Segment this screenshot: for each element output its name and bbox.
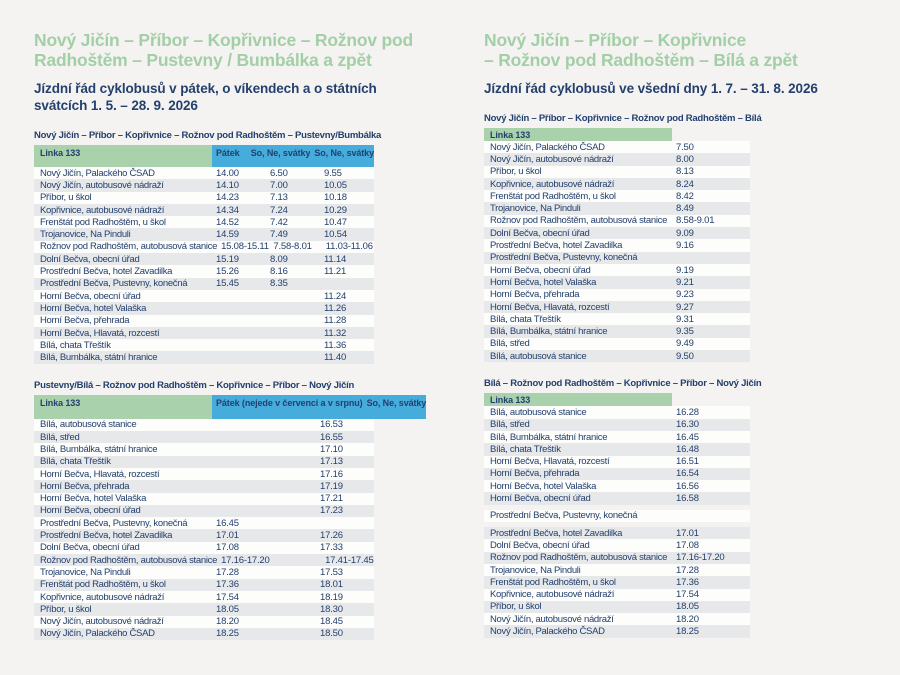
departure-time: 16.45 [676,431,699,443]
departure-time: 17.13 [320,456,343,468]
timetable-return-weekday [484,393,750,637]
timetable-row [34,278,374,290]
departure-time: 9.19 [676,264,694,276]
timetable-outbound-weekend [34,145,374,364]
departure-time: 9.21 [676,276,694,288]
departure-time: 14.10 [216,179,239,191]
stop-name: Trojanovice, Na Pinduli [40,566,131,578]
departure-time: 18.05 [676,601,699,613]
stop-name: Prostřední Bečva, Pustevny, konečná [490,510,638,522]
timetable-row [34,468,374,480]
stop-name: Nový Jičín, Palackého ČSAD [490,626,605,638]
departure-time: 7.00 [270,179,288,191]
timetable-row [484,510,750,522]
stop-name: Rožnov pod Radhoštěm, autobusová stanice [40,241,218,253]
departure-time: 8.24 [676,178,694,190]
timetable-row [34,290,374,302]
departure-time: 11.14 [324,253,347,265]
departure-time: 14.00 [216,167,239,179]
departure-time: 11.03-11.06 [325,241,373,253]
stop-name: Bílá, autobusová stanice [40,419,137,431]
departure-time: 9.27 [676,301,694,313]
departure-time: 14.34 [216,204,239,216]
stop-name: Dolní Bečva, obecní úřad [40,253,140,265]
stop-name: Nový Jičín, Palackého ČSAD [40,167,155,179]
timetable-row [484,153,750,165]
stop-name: Kopřivnice, autobusové nádraží [40,204,165,216]
stop-name: Trojanovice, Na Pinduli [40,229,131,241]
stop-name: Bílá, střed [490,338,530,350]
timetable-row [484,625,750,637]
departure-time: 11.21 [324,266,347,278]
stop-name: Dolní Bečva, obecní úřad [490,227,590,239]
stop-name: Nový Jičín, autobusové nádraží [40,179,164,191]
stop-name: Horní Bečva, přehrada [40,480,130,492]
stop-name: Bílá, chata Třeštík [40,456,111,468]
timetable-row [484,564,750,576]
departure-time: 18.01 [320,579,343,591]
day-type-header: So, Ne, svátky [310,145,374,167]
table-header-row [34,145,374,167]
stop-name: Horní Bečva, obecní úřad [490,493,591,505]
departure-time: 9.49 [676,338,694,350]
departure-time: 18.25 [216,628,239,640]
stop-name: Bílá, chata Třeštík [490,443,561,455]
table-caption: Nový Jičín – Příbor – Kopřivnice – Rožnov pod Radhoštěm – Bílá [484,113,762,124]
timetable-row [484,313,750,325]
departure-time: 18.05 [216,603,239,615]
timetable-row [484,431,750,443]
departure-time: 7.42 [270,216,288,228]
departure-time: 16.28 [676,406,699,418]
schedule-subtitle-right [484,80,880,97]
departure-time: 17.41-17.45 [325,554,374,566]
line-number-header: Linka 133 [484,128,672,141]
departure-time: 17.16 [320,468,343,480]
departure-time: 17.16-17.20 [676,552,725,564]
timetable-row [484,190,750,202]
timetable-row [34,431,374,443]
timetable-row [34,216,374,228]
departure-time: 17.10 [320,443,343,455]
timetable-row [484,276,750,288]
table-caption: Bílá – Rožnov pod Radhoštěm – Kopřivnice – Příbor – Nový Jičín [484,378,762,390]
day-type-header: Pátek (nejede v červenci a v srpnu) [212,395,363,419]
departure-time: 16.48 [676,443,699,455]
departure-time: 17.28 [216,566,239,578]
stop-name: Příbor, u škol [490,601,542,613]
departure-time: 8.35 [270,278,288,290]
timetable-row [34,167,374,179]
stop-name: Prostřední Bečva, Pustevny, konečná [40,517,188,529]
stop-name: Příbor, u škol [490,166,542,178]
stop-name: Trojanovice, Na Pinduli [490,564,581,576]
departure-time: 8.42 [676,190,694,202]
departure-time: 18.50 [320,628,343,640]
departure-time: 17.16-17.20 [221,554,270,566]
departure-time: 11.40 [324,352,347,364]
timetable-row [484,527,750,539]
stop-name: Prostřední Bečva, hotel Zavadilka [40,530,173,542]
stop-name: Frenštát pod Radhoštěm, u škol [40,216,166,228]
subtitle-line: svátcích 1. 5. – 28. 9. 2026 [34,98,198,113]
table-header-row [34,395,427,419]
departure-time: 17.19 [320,480,343,492]
timetable-row [484,252,750,264]
departure-time: 11.26 [324,302,347,314]
departure-time: 17.53 [320,566,343,578]
stop-name: Horní Bečva, obecní úřad [40,505,141,517]
departure-time: 16.30 [676,419,699,431]
timetable-row [34,302,374,314]
timetable-row [34,253,374,265]
right-column [484,30,880,638]
departure-time: 9.55 [324,167,342,179]
stop-name: Nový Jičín, autobusové nádraží [40,616,164,628]
timetable-row [34,456,374,468]
departure-time: 18.19 [320,591,343,603]
stop-name: Bílá, Bumbálka, státní hranice [490,431,608,443]
timetable-row [484,419,750,431]
timetable-row [34,493,374,505]
timetable-row [34,228,374,240]
timetable-row [484,227,750,239]
timetable-row [484,350,750,362]
timetable-row [484,613,750,625]
departure-time: 17.36 [676,576,699,588]
timetable-row [484,239,750,251]
stop-name: Bílá, Bumbálka, státní hranice [40,352,158,364]
timetable-row [484,443,750,455]
timetable-row [34,554,374,566]
departure-time: 7.24 [270,204,288,216]
stop-name: Příbor, u škol [40,192,92,204]
stop-name: Rožnov pod Radhoštěm, autobusová stanice [40,554,218,566]
stop-name: Trojanovice, Na Pinduli [490,203,581,215]
timetable-row [34,419,374,431]
stop-name: Bílá, Bumbálka, státní hranice [40,443,158,455]
timetable-row [484,601,750,613]
timetable-row [34,339,374,351]
timetable-row [34,603,374,615]
departure-time: 8.49 [676,203,694,215]
departure-time: 10.29 [324,204,347,216]
departure-time: 9.16 [676,240,694,252]
timetable-row [34,351,374,363]
stop-name: Nový Jičín, autobusové nádraží [490,613,614,625]
stop-name: Horní Bečva, Hlavatá, rozcestí [490,301,610,313]
left-column [34,30,464,640]
departure-time: 17.54 [676,589,699,601]
stop-name: Horní Bečva, přehrada [490,468,580,480]
departure-time: 16.51 [676,456,699,468]
stop-name: Horní Bečva, Hlavatá, rozcestí [40,468,160,480]
timetable-row [484,264,750,276]
timetable-row [34,315,374,327]
stop-name: Prostřední Bečva, hotel Zavadilka [490,240,623,252]
stop-name: Bílá, střed [490,419,530,431]
timetable-row [484,589,750,601]
timetable-row [34,192,374,204]
departure-time: 7.49 [270,229,288,241]
departure-time: 7.13 [270,192,288,204]
timetable-row [34,542,374,554]
departure-time: 16.53 [320,419,343,431]
subtitle-line: Jízdní řád cyklobusů v pátek, o víkendech a o státních [34,81,377,96]
stop-name: Horní Bečva, Hlavatá, rozcestí [40,327,160,339]
stop-name: Kopřivnice, autobusové nádraží [490,178,615,190]
timetable-row [34,241,374,253]
timetable-row [34,327,374,339]
departure-time: 7.50 [676,141,694,153]
line-number-header: Linka 133 [34,395,212,419]
schedule-subtitle-left [34,80,464,114]
departure-time: 10.05 [324,179,347,191]
stop-name: Horní Bečva, přehrada [40,315,130,327]
departure-time: 18.20 [676,613,699,625]
departure-time: 14.23 [216,192,239,204]
departure-time: 11.24 [324,290,347,302]
stop-name: Horní Bečva, přehrada [490,289,580,301]
stop-name: Kopřivnice, autobusové nádraží [490,589,615,601]
timetable-row [34,616,374,628]
line-number-header: Linka 133 [484,393,672,406]
stop-name: Kopřivnice, autobusové nádraží [40,591,165,603]
departure-time: 18.20 [216,616,239,628]
departure-time: 10.54 [324,229,347,241]
table-header-row [484,393,750,406]
stop-name: Bílá, chata Třeštík [490,313,561,325]
timetable-row [484,289,750,301]
day-type-header: Pátek [212,145,247,167]
timetable-row [484,202,750,214]
departure-time: 11.32 [324,327,347,339]
table-caption: Nový Jičín – Příbor – Kopřivnice – Rožnov pod Radhoštěm – Pustevny/Bumbálka [34,130,382,141]
timetable-row [34,443,374,455]
departure-time: 18.45 [320,616,343,628]
table-caption: Pustevny/Bílá – Rožnov pod Radhoštěm – Kopřivnice – Příbor – Nový Jičín [34,379,355,391]
timetable-row [484,576,750,588]
stop-name: Prostřední Bečva, Pustevny, konečná [40,278,188,290]
departure-time: 15.19 [216,253,239,265]
stop-name: Příbor, u škol [40,603,92,615]
timetable-outbound-weekday [484,128,750,362]
departure-time: 10.47 [324,216,347,228]
route-title-line: Nový Jičín – Příbor – Kopřivnice [484,30,747,50]
timetable-return-weekend [34,395,427,640]
departure-time: 17.26 [320,530,343,542]
departure-time: 16.45 [216,517,239,529]
departure-time: 17.08 [676,539,699,551]
departure-time: 17.33 [320,542,343,554]
day-type-header: So, Ne, svátky [247,145,311,167]
stop-name: Horní Bečva, hotel Valaška [490,276,597,288]
route-title-left [34,30,464,70]
timetable-row [484,301,750,313]
stop-name: Horní Bečva, hotel Valaška [490,480,597,492]
timetable-row [34,628,374,640]
stop-name: Frenštát pod Radhoštěm, u škol [490,190,616,202]
departure-time: 17.54 [216,591,239,603]
timetable-row [484,141,750,153]
stop-name: Dolní Bečva, obecní úřad [490,539,590,551]
stop-name: Frenštát pod Radhoštěm, u škol [490,576,616,588]
stop-name: Horní Bečva, obecní úřad [490,264,591,276]
timetable-row [484,492,750,504]
departure-time: 8.16 [270,266,288,278]
departure-time: 9.31 [676,313,694,325]
stop-name: Horní Bečva, hotel Valaška [40,493,147,505]
departure-time: 17.21 [320,493,343,505]
departure-time: 16.58 [676,493,699,505]
stop-name: Dolní Bečva, obecní úřad [40,542,140,554]
timetable-row [34,517,374,529]
departure-time: 16.55 [320,431,343,443]
departure-time: 18.25 [676,626,699,638]
timetable-row [34,505,374,517]
stop-name: Nový Jičín, Palackého ČSAD [40,628,155,640]
departure-time: 17.01 [676,527,699,539]
timetable-row [484,406,750,418]
timetable-row [484,338,750,350]
timetable-row [484,178,750,190]
timetable-row [484,539,750,551]
departure-time: 11.36 [324,339,347,351]
departure-time: 16.54 [676,468,699,480]
table-header-row [484,128,750,141]
stop-name: Rožnov pod Radhoštěm, autobusová stanice [490,215,668,227]
line-number-header: Linka 133 [34,145,212,167]
departure-time: 9.09 [676,227,694,239]
stop-name: Bílá, střed [40,431,80,443]
route-title-right [484,30,880,70]
timetable-row [484,552,750,564]
timetable-row [484,325,750,337]
timetable-row [34,566,374,578]
departure-time: 7.58-8.01 [273,241,312,253]
departure-time: 9.50 [676,350,694,362]
departure-time: 8.13 [676,166,694,178]
departure-time: 14.59 [216,229,239,241]
timetable-row [484,480,750,492]
stop-name: Nový Jičín, Palackého ČSAD [490,141,605,153]
stop-name: Prostřední Bečva, hotel Zavadilka [490,527,623,539]
stop-name: Bílá, Bumbálka, státní hranice [490,326,608,338]
timetable-row [484,456,750,468]
departure-time: 14.52 [216,216,239,228]
timetable-row [484,215,750,227]
departure-time: 9.35 [676,326,694,338]
departure-time: 8.58-9.01 [676,215,715,227]
timetable-row [484,468,750,480]
day-type-header: So, Ne, svátky [363,395,427,419]
stop-name: Bílá, autobusová stanice [490,350,587,362]
stop-name: Bílá, autobusová stanice [490,406,587,418]
departure-time: 17.08 [216,542,239,554]
departure-time: 6.50 [270,167,288,179]
departure-time: 17.28 [676,564,699,576]
departure-time: 17.01 [216,530,239,542]
timetable-row [34,179,374,191]
departure-time: 8.00 [676,153,694,165]
timetable-row [34,265,374,277]
stop-name: Horní Bečva, Hlavatá, rozcestí [490,456,610,468]
timetable-row [34,591,374,603]
timetable-row [34,579,374,591]
departure-time: 15.08-15.11 [221,241,269,253]
departure-time: 8.09 [270,253,288,265]
departure-time: 16.56 [676,480,699,492]
stop-name: Rožnov pod Radhoštěm, autobusová stanice [490,552,668,564]
departure-time: 17.36 [216,579,239,591]
departure-time: 18.30 [320,603,343,615]
timetable-row [34,529,374,541]
timetable-row [34,480,374,492]
departure-time: 10.18 [324,192,347,204]
departure-time: 11.28 [324,315,347,327]
subtitle-line: Jízdní řád cyklobusů ve všední dny 1. 7. – 31. 8. 2026 [484,81,818,96]
stop-name: Bílá, chata Třeštík [40,339,111,351]
stop-name: Horní Bečva, hotel Valaška [40,302,147,314]
stop-name: Prostřední Bečva, hotel Zavadilka [40,266,173,278]
timetable-row [484,166,750,178]
departure-time: 9.23 [676,289,694,301]
departure-time: 15.45 [216,278,239,290]
stop-name: Prostřední Bečva, Pustevny, konečná [490,252,638,264]
departure-time: 17.23 [320,505,343,517]
route-title-line: Nový Jičín – Příbor – Kopřivnice – Rožnov pod [34,30,413,50]
route-title-line: – Rožnov pod Radhoštěm – Bílá a zpět [484,50,798,70]
stop-name: Frenštát pod Radhoštěm, u škol [40,579,166,591]
stop-name: Horní Bečva, obecní úřad [40,290,141,302]
route-title-line: Radhoštěm – Pustevny / Bumbálka a zpět [34,50,372,70]
stop-name: Nový Jičín, autobusové nádraží [490,153,614,165]
timetable-row [34,204,374,216]
departure-time: 15.26 [216,266,239,278]
